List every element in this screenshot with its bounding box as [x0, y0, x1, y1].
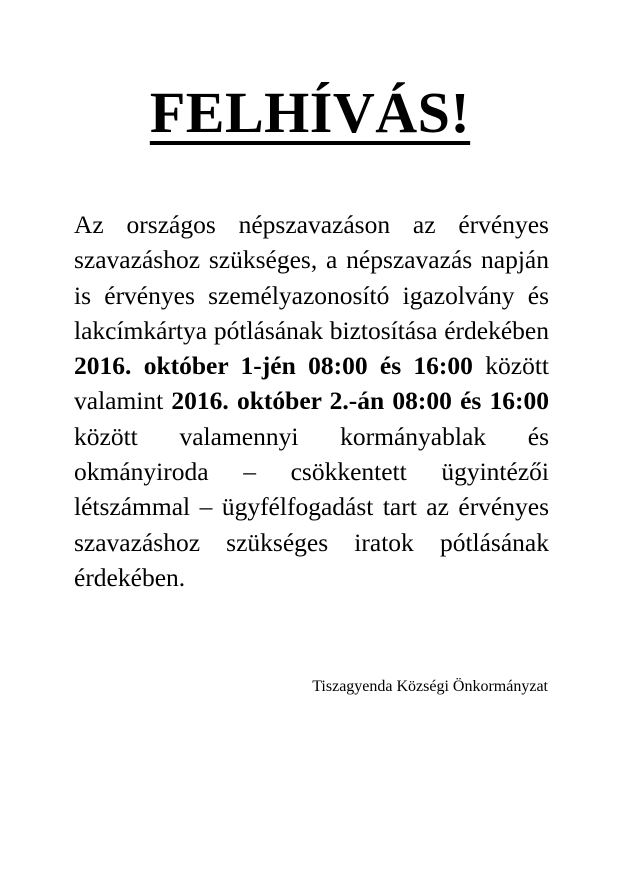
body-text-part-2: között valamint — [74, 351, 549, 416]
date-range-1: 2016. október 1-jén 08:00 és 16:00 — [74, 351, 473, 381]
notice-title — [0, 82, 620, 144]
body-text-part-1: Az országos népszavazáson az érvényes szavazáshoz szükséges, a népszavazás napján is érvényes személyazonosító igazolvány és lakcímkártya pótlásának biztosítása érdekében — [74, 210, 549, 345]
date-range-2: 2016. október 2.-án 08:00 és 16:00 — [171, 386, 549, 416]
signature: Tiszagyenda Községi Önkormányzat — [312, 678, 548, 695]
title-text: FELHÍVÁS! — [149, 80, 471, 145]
body-text-part-3: között valamennyi kormányablak és okmányiroda – csökkentett ügyintézői létszámmal – ügyfélfogadást tart az érvényes szavazáshoz szükséges iratok pótlásának érdekében. — [74, 421, 549, 592]
notice-body — [74, 207, 549, 595]
